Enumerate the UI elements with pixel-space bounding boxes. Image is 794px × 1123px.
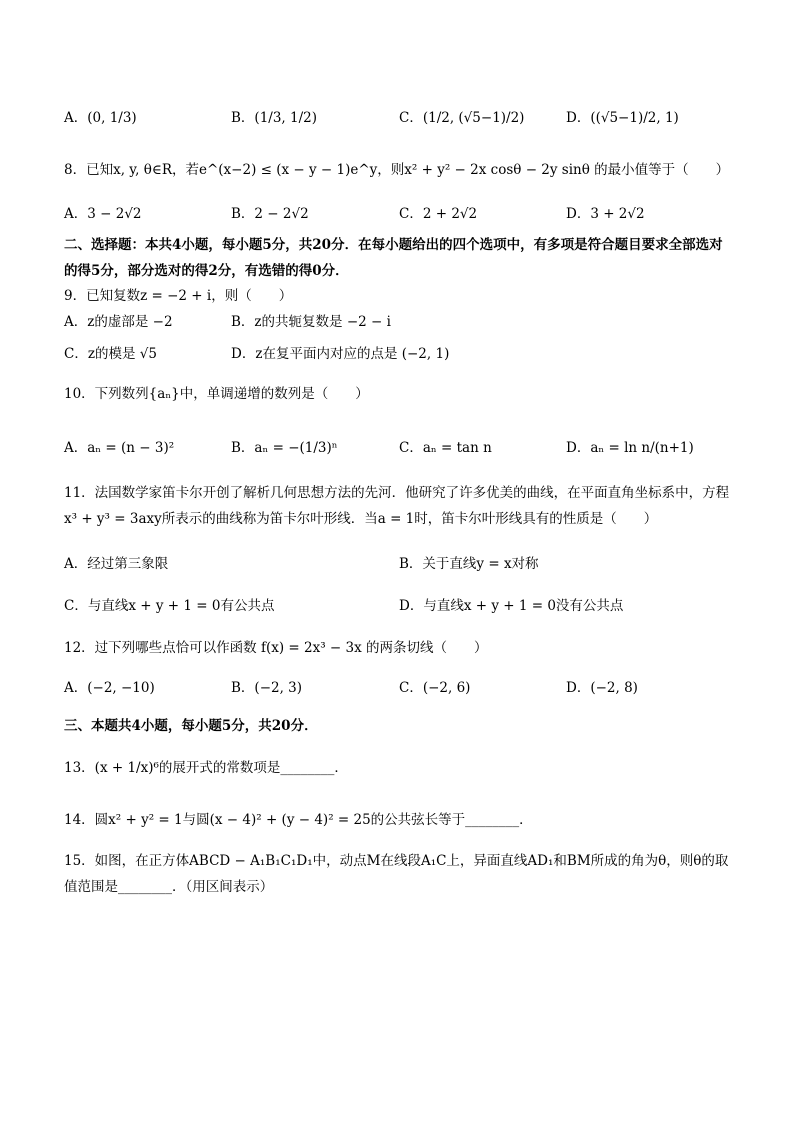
option-label: D． xyxy=(566,110,591,126)
option-label: B． xyxy=(231,314,255,330)
question-13: 13．(x + 1/x)⁶的展开式的常数项是________． xyxy=(64,760,348,776)
question-9-stem: 9．已知复数z = −2 + i，则（ ） xyxy=(64,288,293,304)
q7-option-c xyxy=(399,108,524,128)
q10-option-b xyxy=(231,438,338,458)
option-text: aₙ = tan n xyxy=(422,440,492,456)
option-text: 2 − 2√2 xyxy=(254,206,309,222)
q8-option-d xyxy=(566,204,645,224)
option-text: 与直线x + y + 1 = 0没有公共点 xyxy=(423,598,624,614)
q8-option-b xyxy=(231,204,309,224)
option-text: 关于直线y = x对称 xyxy=(422,556,539,572)
option-text: (1/2, (√5−1)/2) xyxy=(422,110,525,126)
option-text: aₙ = (n − 3)² xyxy=(87,440,175,456)
option-text: ((√5−1)/2, 1) xyxy=(590,110,679,126)
option-label: B． xyxy=(399,556,423,572)
option-text: aₙ = −(1/3)ⁿ xyxy=(254,440,338,456)
option-text: z的共轭复数是 −2 − i xyxy=(254,314,391,330)
option-text: (−2, −10) xyxy=(87,680,155,696)
q7-option-a xyxy=(64,108,137,128)
option-text: 3 + 2√2 xyxy=(590,206,645,222)
q11-option-d xyxy=(399,596,623,616)
option-text: 与直线x + y + 1 = 0有公共点 xyxy=(87,598,275,614)
option-label: C． xyxy=(399,206,423,222)
option-text: (−2, 6) xyxy=(422,680,471,696)
question-12-stem: 12．过下列哪些点恰可以作函数 f(x) = 2x³ − 3x 的两条切线（ ） xyxy=(64,640,488,656)
option-label: D． xyxy=(566,206,591,222)
question-8-stem: 8．已知x, y, θ∈R，若e^(x−2) ≤ (x − y − 1)e^y，则x² + y² − 2x cosθ − 2y sinθ 的最小值等于（ ） xyxy=(64,162,730,178)
option-label: C． xyxy=(64,598,88,614)
option-label: D． xyxy=(231,346,256,362)
option-label: A． xyxy=(64,680,88,696)
q12-option-d xyxy=(566,678,638,698)
q11-option-c xyxy=(64,596,274,616)
q12-option-b xyxy=(231,678,302,698)
option-label: D． xyxy=(566,440,591,456)
option-text: 2 + 2√2 xyxy=(422,206,478,222)
option-text: z的虚部是 −2 xyxy=(87,314,173,330)
q9-option-c xyxy=(64,344,157,364)
option-label: B． xyxy=(231,680,255,696)
q12-option-a xyxy=(64,678,155,698)
q11-option-b xyxy=(399,554,539,574)
option-label: A． xyxy=(64,440,88,456)
option-text: aₙ = ln n/(n+1) xyxy=(590,440,694,456)
q8-option-a xyxy=(64,204,142,224)
option-label: D． xyxy=(566,680,591,696)
q7-option-d xyxy=(566,108,679,128)
q10-option-c xyxy=(399,438,492,458)
option-label: A． xyxy=(64,110,88,126)
q9-option-a xyxy=(64,312,173,332)
q10-option-d xyxy=(566,438,694,458)
option-label: B． xyxy=(231,440,255,456)
option-text: z的模是 √5 xyxy=(87,346,157,362)
question-14: 14．圆x² + y² = 1与圆(x − 4)² + (y − 4)² = 25的公共弦长等于________． xyxy=(64,812,533,828)
option-label: C． xyxy=(64,346,88,362)
section-3-heading: 三、本题共4小题，每小题5分，共20分． xyxy=(64,718,318,734)
option-label: A． xyxy=(64,314,88,330)
q8-option-c xyxy=(399,204,477,224)
option-label: B． xyxy=(231,110,255,126)
q9-option-b xyxy=(231,312,391,332)
option-label: A． xyxy=(64,556,88,572)
option-label: A． xyxy=(64,206,88,222)
option-text: (−2, 3) xyxy=(254,680,303,696)
option-text: 经过第三象限 xyxy=(87,556,169,572)
q12-option-c xyxy=(399,678,470,698)
q7-option-b xyxy=(231,108,317,128)
option-text: (0, 1/3) xyxy=(87,110,137,126)
question-15: 15．如图，在正方体ABCD − A₁B₁C₁D₁中，动点M在线段A₁C上，异面直线AD₁和BM所成的角为θ，则θ的取值范围是________．（用区间表示） xyxy=(64,853,729,895)
question-11-stem: 11．法国数学家笛卡尔开创了解析几何思想方法的先河．他研究了许多优美的曲线，在平面直角坐标系中，方程x³ + y³ = 3axy所表示的曲线称为笛卡尔叶形线．当a = 1时，笛卡尔叶形线具有的性质是（ ） xyxy=(64,485,730,527)
option-label: C． xyxy=(399,440,423,456)
option-text: (1/3, 1/2) xyxy=(254,110,317,126)
question-10-stem: 10．下列数列{aₙ}中，单调递增的数列是（ ） xyxy=(64,386,369,402)
q10-option-a xyxy=(64,438,174,458)
option-text: 3 − 2√2 xyxy=(87,206,142,222)
option-label: C． xyxy=(399,680,423,696)
option-label: D． xyxy=(399,598,424,614)
option-label: C． xyxy=(399,110,423,126)
section-2-heading: 二、选择题：本共4小题，每小题5分，共20分．在每小题给出的四个选项中，有多项是符合题目要求全部选对的得5分，部分选对的得2分，有选错的得0分． xyxy=(64,237,723,279)
option-label: B． xyxy=(231,206,255,222)
q11-option-a xyxy=(64,554,168,574)
q9-option-d xyxy=(231,344,449,364)
option-text: z在复平面内对应的点是 (−2, 1) xyxy=(255,346,450,362)
option-text: (−2, 8) xyxy=(590,680,638,696)
